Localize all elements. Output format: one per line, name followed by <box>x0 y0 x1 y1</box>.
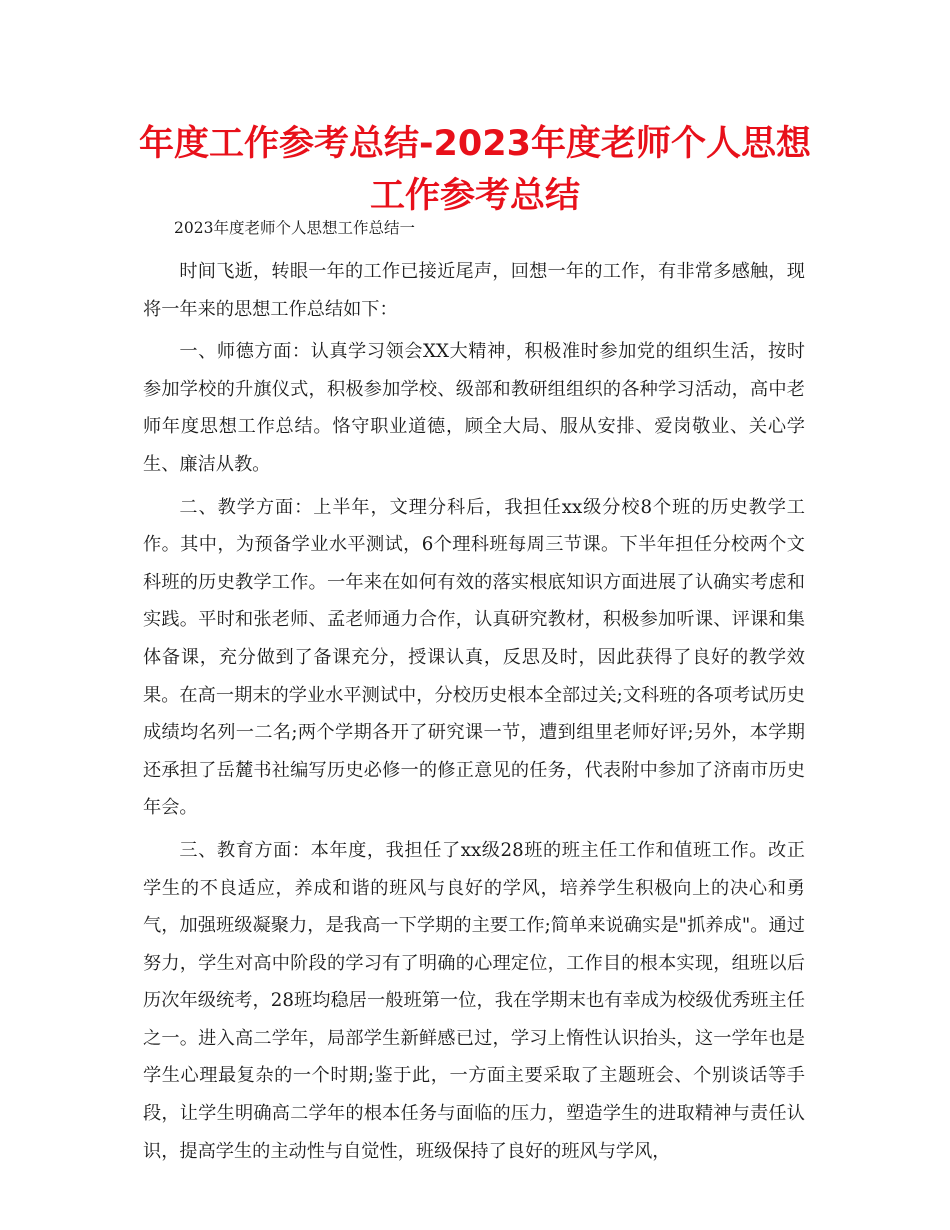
document-title: 年度工作参考总结-2023年度老师个人思想工作参考总结 <box>139 124 811 216</box>
paragraph-ethics: 一、师德方面：认真学习领会XX大精神，积极准时参加党的组织生活，按时参加学校的升旗仪式，积极参加学校、级部和教研组组织的各种学习活动，高中老师年度思想工作总结。恪守职业道德，顾全大局、服从安排、爱岗敬业、关心学生、廉洁从教。 <box>143 341 805 475</box>
section-heading: 2023年度老师个人思想工作总结一 <box>174 219 415 237</box>
paragraph-education: 三、教育方面：本年度，我担任了xx级28班的班主任工作和值班工作。改正学生的不良适应，养成和谐的班风与良好的学风，培养学生积极向上的决心和勇气，加强班级凝聚力，是我高一下学期的主要工作;简单来说确实是"抓养成"。通过努力，学生对高中阶段的学习有了明确的心理定位，工作目的根本实现，组班以后历次年级统考，28班均稳居一般班第一位，我在学期末也有幸成为校级优秀班主任之一。进入高二学年，局部学生新鲜感已过，学习上惰性认识抬头，这一学年也是学生心理最复杂的一个时期;鉴于此，一方面主要采取了主题班会、个别谈话等手段，让学生明确高二学年的根本任务与面临的压力，塑造学生的进取精神与责任认识，提高学生的主动性与自觉性，班级保持了良好的班风与学风， <box>143 839 805 1162</box>
document-body <box>143 208 805 1170</box>
paragraph-teaching: 二、教学方面：上半年，文理分科后，我担任xx级分校8个班的历史教学工作。其中，为预备学业水平测试，6个理科班每周三节课。下半年担任分校两个文科班的历史教学工作。一年来在如何有效的落实根底知识方面进展了认确实考虑和实践。平时和张老师、孟老师通力合作，认真研究教材，积极参加听课、评课和集体备课，充分做到了备课充分，授课认真，反思及时，因此获得了良好的教学效果。在高一期末的学业水平测试中，分校历史根本全部过关;文科班的各项考试历史成绩均名列一二名;两个学期各开了研究课一节，遭到组里老师好评;另外，本学期还承担了岳麓书社编写历史必修一的修正意见的任务，代表附中参加了济南市历史年会。 <box>143 496 805 819</box>
paragraph-intro: 时间飞逝，转眼一年的工作已接近尾声，回想一年的工作，有非常多感触，现将一年来的思想工作总结如下： <box>143 261 805 320</box>
